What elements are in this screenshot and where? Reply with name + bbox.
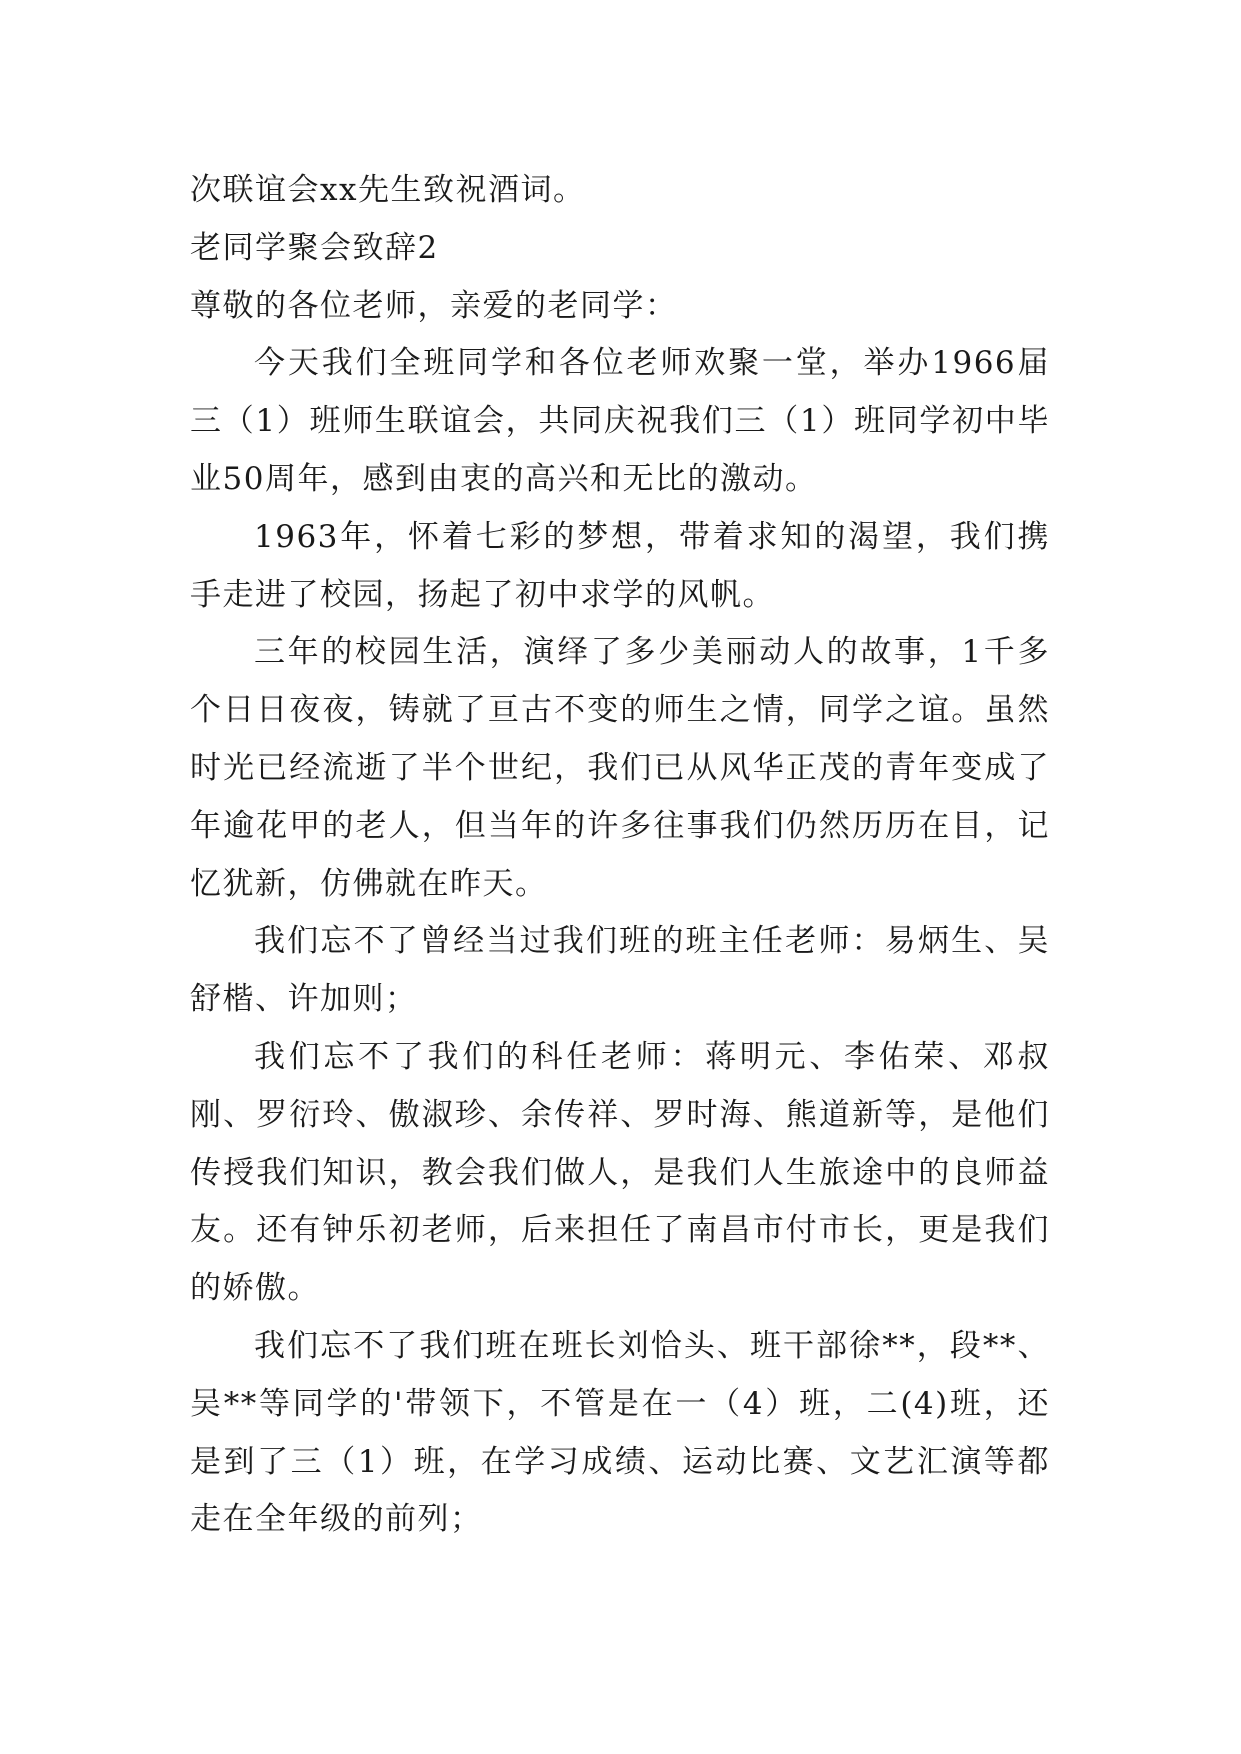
paragraph: 今天我们全班同学和各位老师欢聚一堂，举办1966届三（1）班师生联谊会，共同庆祝我们三（1）班同学初中毕业50周年，感到由衷的高兴和无比的激动。 xyxy=(190,345,1050,497)
paragraph: 1963年，怀着七彩的梦想，带着求知的渴望，我们携手走进了校园，扬起了初中求学的风帆。 xyxy=(190,518,1050,613)
paragraph: 我们忘不了我们班在班长刘恰头、班干部徐**，段**、吴**等同学的'带领下，不管是在一（4）班，二(4)班，还是到了三（1）班，在学习成绩、运动比赛、文艺汇演等都走在全年级的前列； xyxy=(190,1327,1050,1538)
paragraph: 三年的校园生活，演绎了多少美丽动人的故事，1千多个日日夜夜，铸就了亘古不变的师生之情，同学之谊。虽然时光已经流逝了半个世纪，我们已从风华正茂的青年变成了年逾花甲的老人，但当年的许多往事我们仍然历历在目，记忆犹新，仿佛就在昨天。 xyxy=(190,634,1050,902)
paragraph-closing-line: 次联谊会xx先生致祝酒词。 xyxy=(190,172,586,208)
section-heading: 老同学聚会致辞2 xyxy=(190,229,439,266)
document-body xyxy=(190,162,1050,1549)
paragraph: 我们忘不了曾经当过我们班的班主任老师：易炳生、吴舒楷、许加则； xyxy=(190,923,1050,1018)
paragraph: 我们忘不了我们的科任老师：蒋明元、李佑荣、邓叔刚、罗衍玲、傲淑珍、余传祥、罗时海、熊道新等，是他们传授我们知识，教会我们做人，是我们人生旅途中的良师益友。还有钟乐初老师，后来担任了南昌市付市长，更是我们的娇傲。 xyxy=(190,1038,1050,1307)
salutation: 尊敬的各位老师，亲爱的老同学： xyxy=(190,287,678,324)
